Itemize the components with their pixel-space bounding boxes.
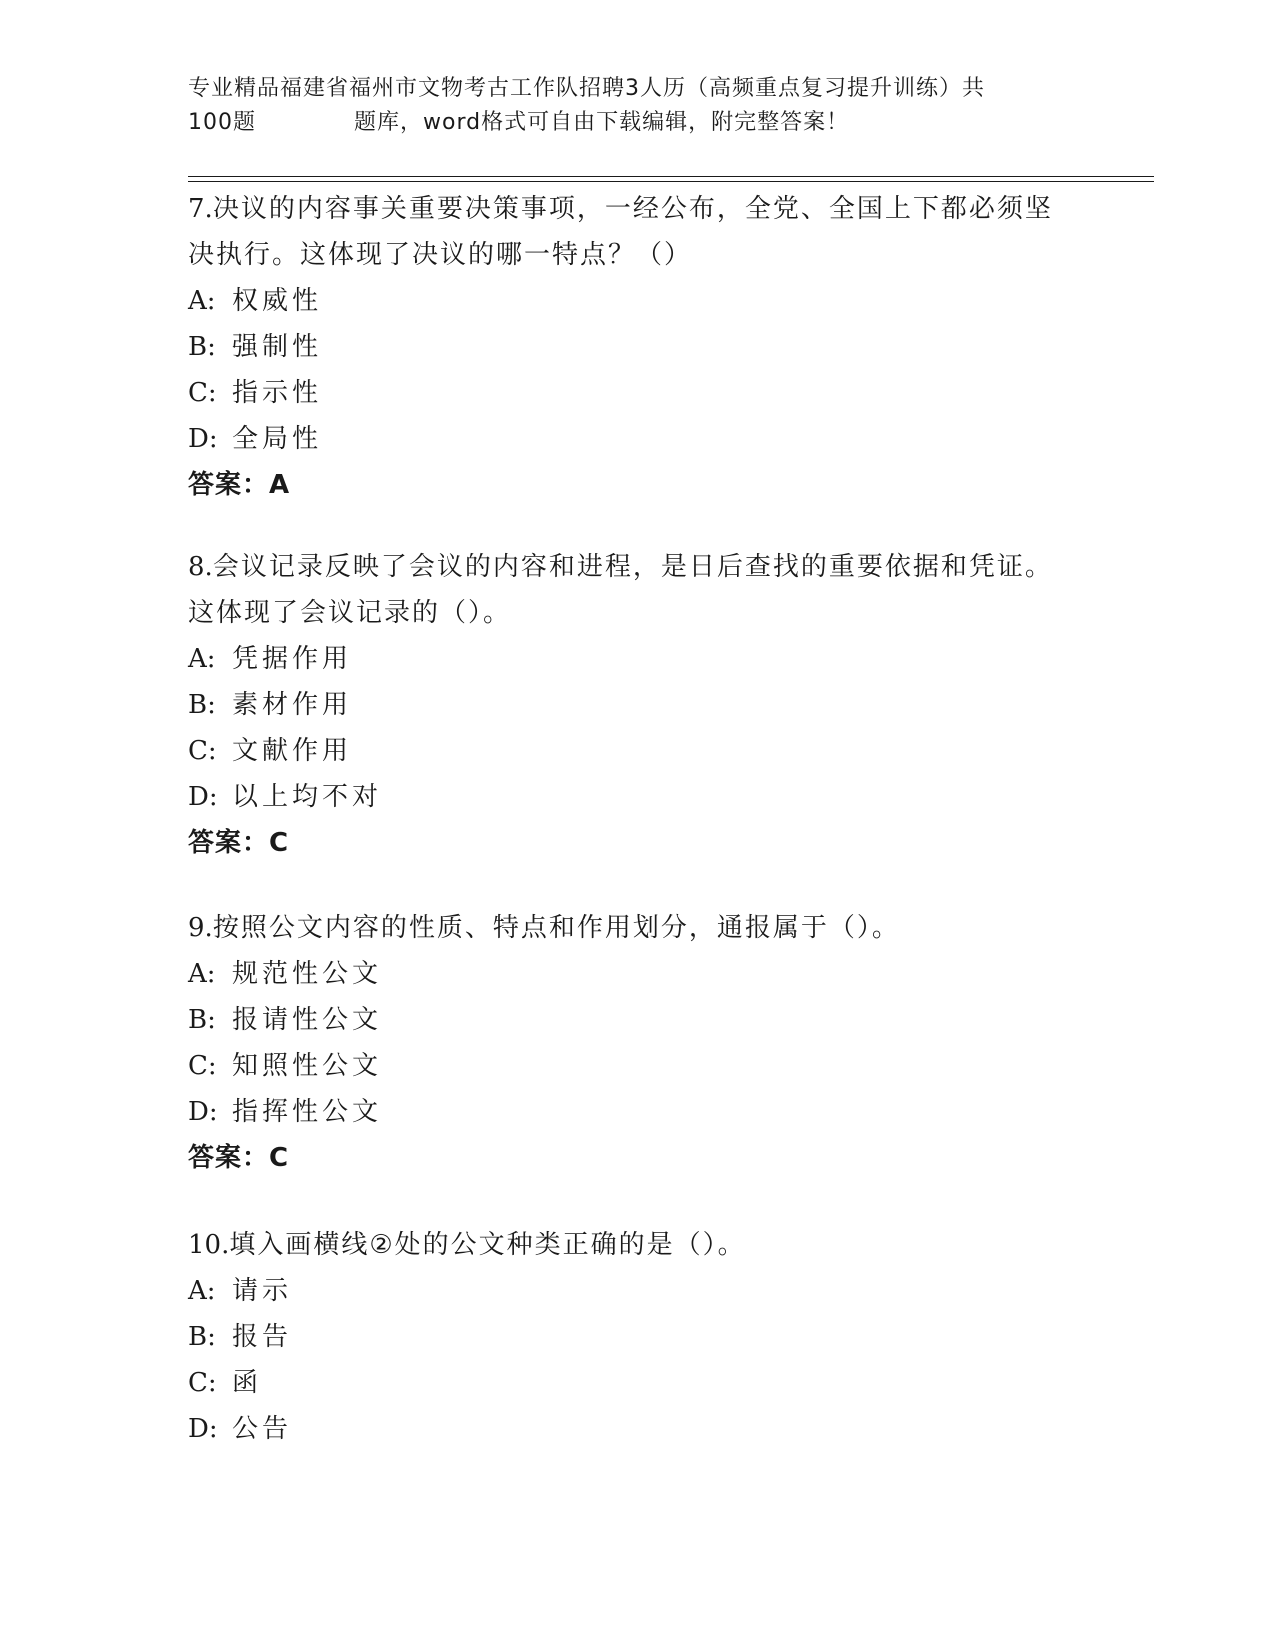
option-b — [188, 682, 1068, 728]
option-b — [188, 324, 1068, 370]
option-text: 公告 — [232, 1414, 293, 1444]
answer-line: 答案：C — [188, 828, 290, 858]
option-key: A: — [188, 286, 216, 316]
option-d — [188, 1089, 1068, 1135]
option-text: 报告 — [232, 1322, 293, 1352]
document-header — [188, 72, 1068, 140]
option-key: C: — [188, 736, 217, 766]
header-count: 100题 — [188, 110, 256, 135]
option-text: 素材作用 — [232, 690, 353, 720]
question-text: 按照公文内容的性质、特点和作用划分，通报属于（）。 — [212, 913, 900, 943]
option-key: A: — [188, 1276, 216, 1306]
question-stem — [188, 905, 1068, 951]
option-a — [188, 278, 1068, 324]
option-key: B: — [188, 690, 216, 720]
header-divider-top — [188, 176, 1154, 177]
option-d — [188, 1406, 1068, 1452]
option-key: A: — [188, 959, 216, 989]
option-key: D: — [188, 1414, 218, 1444]
option-text: 指挥性公文 — [232, 1097, 383, 1127]
option-key: B: — [188, 332, 216, 362]
option-c — [188, 1360, 1068, 1406]
option-key: C: — [188, 1051, 217, 1081]
option-key: B: — [188, 1322, 216, 1352]
header-title-line1: 专业精品福建省福州市文物考古工作队招聘3人历（高频重点复习提升训练）共 — [188, 76, 985, 101]
option-text: 知照性公文 — [232, 1051, 383, 1081]
question-7 — [188, 186, 1068, 508]
question-stem — [188, 544, 1068, 636]
question-number: 8. — [188, 552, 213, 582]
option-text: 请示 — [232, 1276, 293, 1306]
answer-line: 答案：C — [188, 1143, 290, 1173]
question-9 — [188, 905, 1068, 1181]
option-c — [188, 1043, 1068, 1089]
question-number: 10. — [188, 1230, 230, 1260]
option-d — [188, 774, 1068, 820]
option-key: D: — [188, 1097, 218, 1127]
option-text: 强制性 — [232, 332, 323, 362]
option-c — [188, 370, 1068, 416]
option-key: A: — [188, 644, 216, 674]
question-8 — [188, 544, 1068, 866]
option-a — [188, 951, 1068, 997]
option-key: D: — [188, 782, 218, 812]
option-key: C: — [188, 1368, 217, 1398]
answer-line: 答案：A — [188, 470, 291, 500]
question-stem — [188, 1222, 1068, 1268]
question-text: 会议记录反映了会议的内容和进程，是日后查找的重要依据和凭证。这体现了会议记录的（）。 — [188, 552, 1053, 628]
question-number: 9. — [188, 913, 213, 943]
option-key: B: — [188, 1005, 216, 1035]
header-divider-bottom — [188, 181, 1154, 182]
option-a — [188, 636, 1068, 682]
option-text: 函 — [232, 1368, 263, 1398]
option-c — [188, 728, 1068, 774]
header-description: 题库，word格式可自由下载编辑，附完整答案！ — [354, 110, 850, 135]
question-stem — [188, 186, 1068, 278]
option-text: 报请性公文 — [232, 1005, 383, 1035]
question-text: 决议的内容事关重要决策事项，一经公布，全党、全国上下都必须坚决执行。这体现了决议的哪一特点？（） — [188, 194, 1053, 270]
option-b — [188, 1314, 1068, 1360]
option-text: 凭据作用 — [232, 644, 353, 674]
header-title-line2 — [188, 106, 1068, 140]
option-text: 规范性公文 — [232, 959, 383, 989]
option-a — [188, 1268, 1068, 1314]
option-text: 权威性 — [232, 286, 323, 316]
option-key: D: — [188, 424, 218, 454]
option-text: 指示性 — [232, 378, 323, 408]
option-key: C: — [188, 378, 217, 408]
question-text: 填入画横线②处的公文种类正确的是（）。 — [229, 1230, 746, 1260]
option-text: 全局性 — [232, 424, 323, 454]
option-text: 文献作用 — [232, 736, 353, 766]
option-d — [188, 416, 1068, 462]
option-text: 以上均不对 — [232, 782, 383, 812]
question-number: 7. — [188, 194, 213, 224]
option-b — [188, 997, 1068, 1043]
question-10 — [188, 1222, 1068, 1452]
